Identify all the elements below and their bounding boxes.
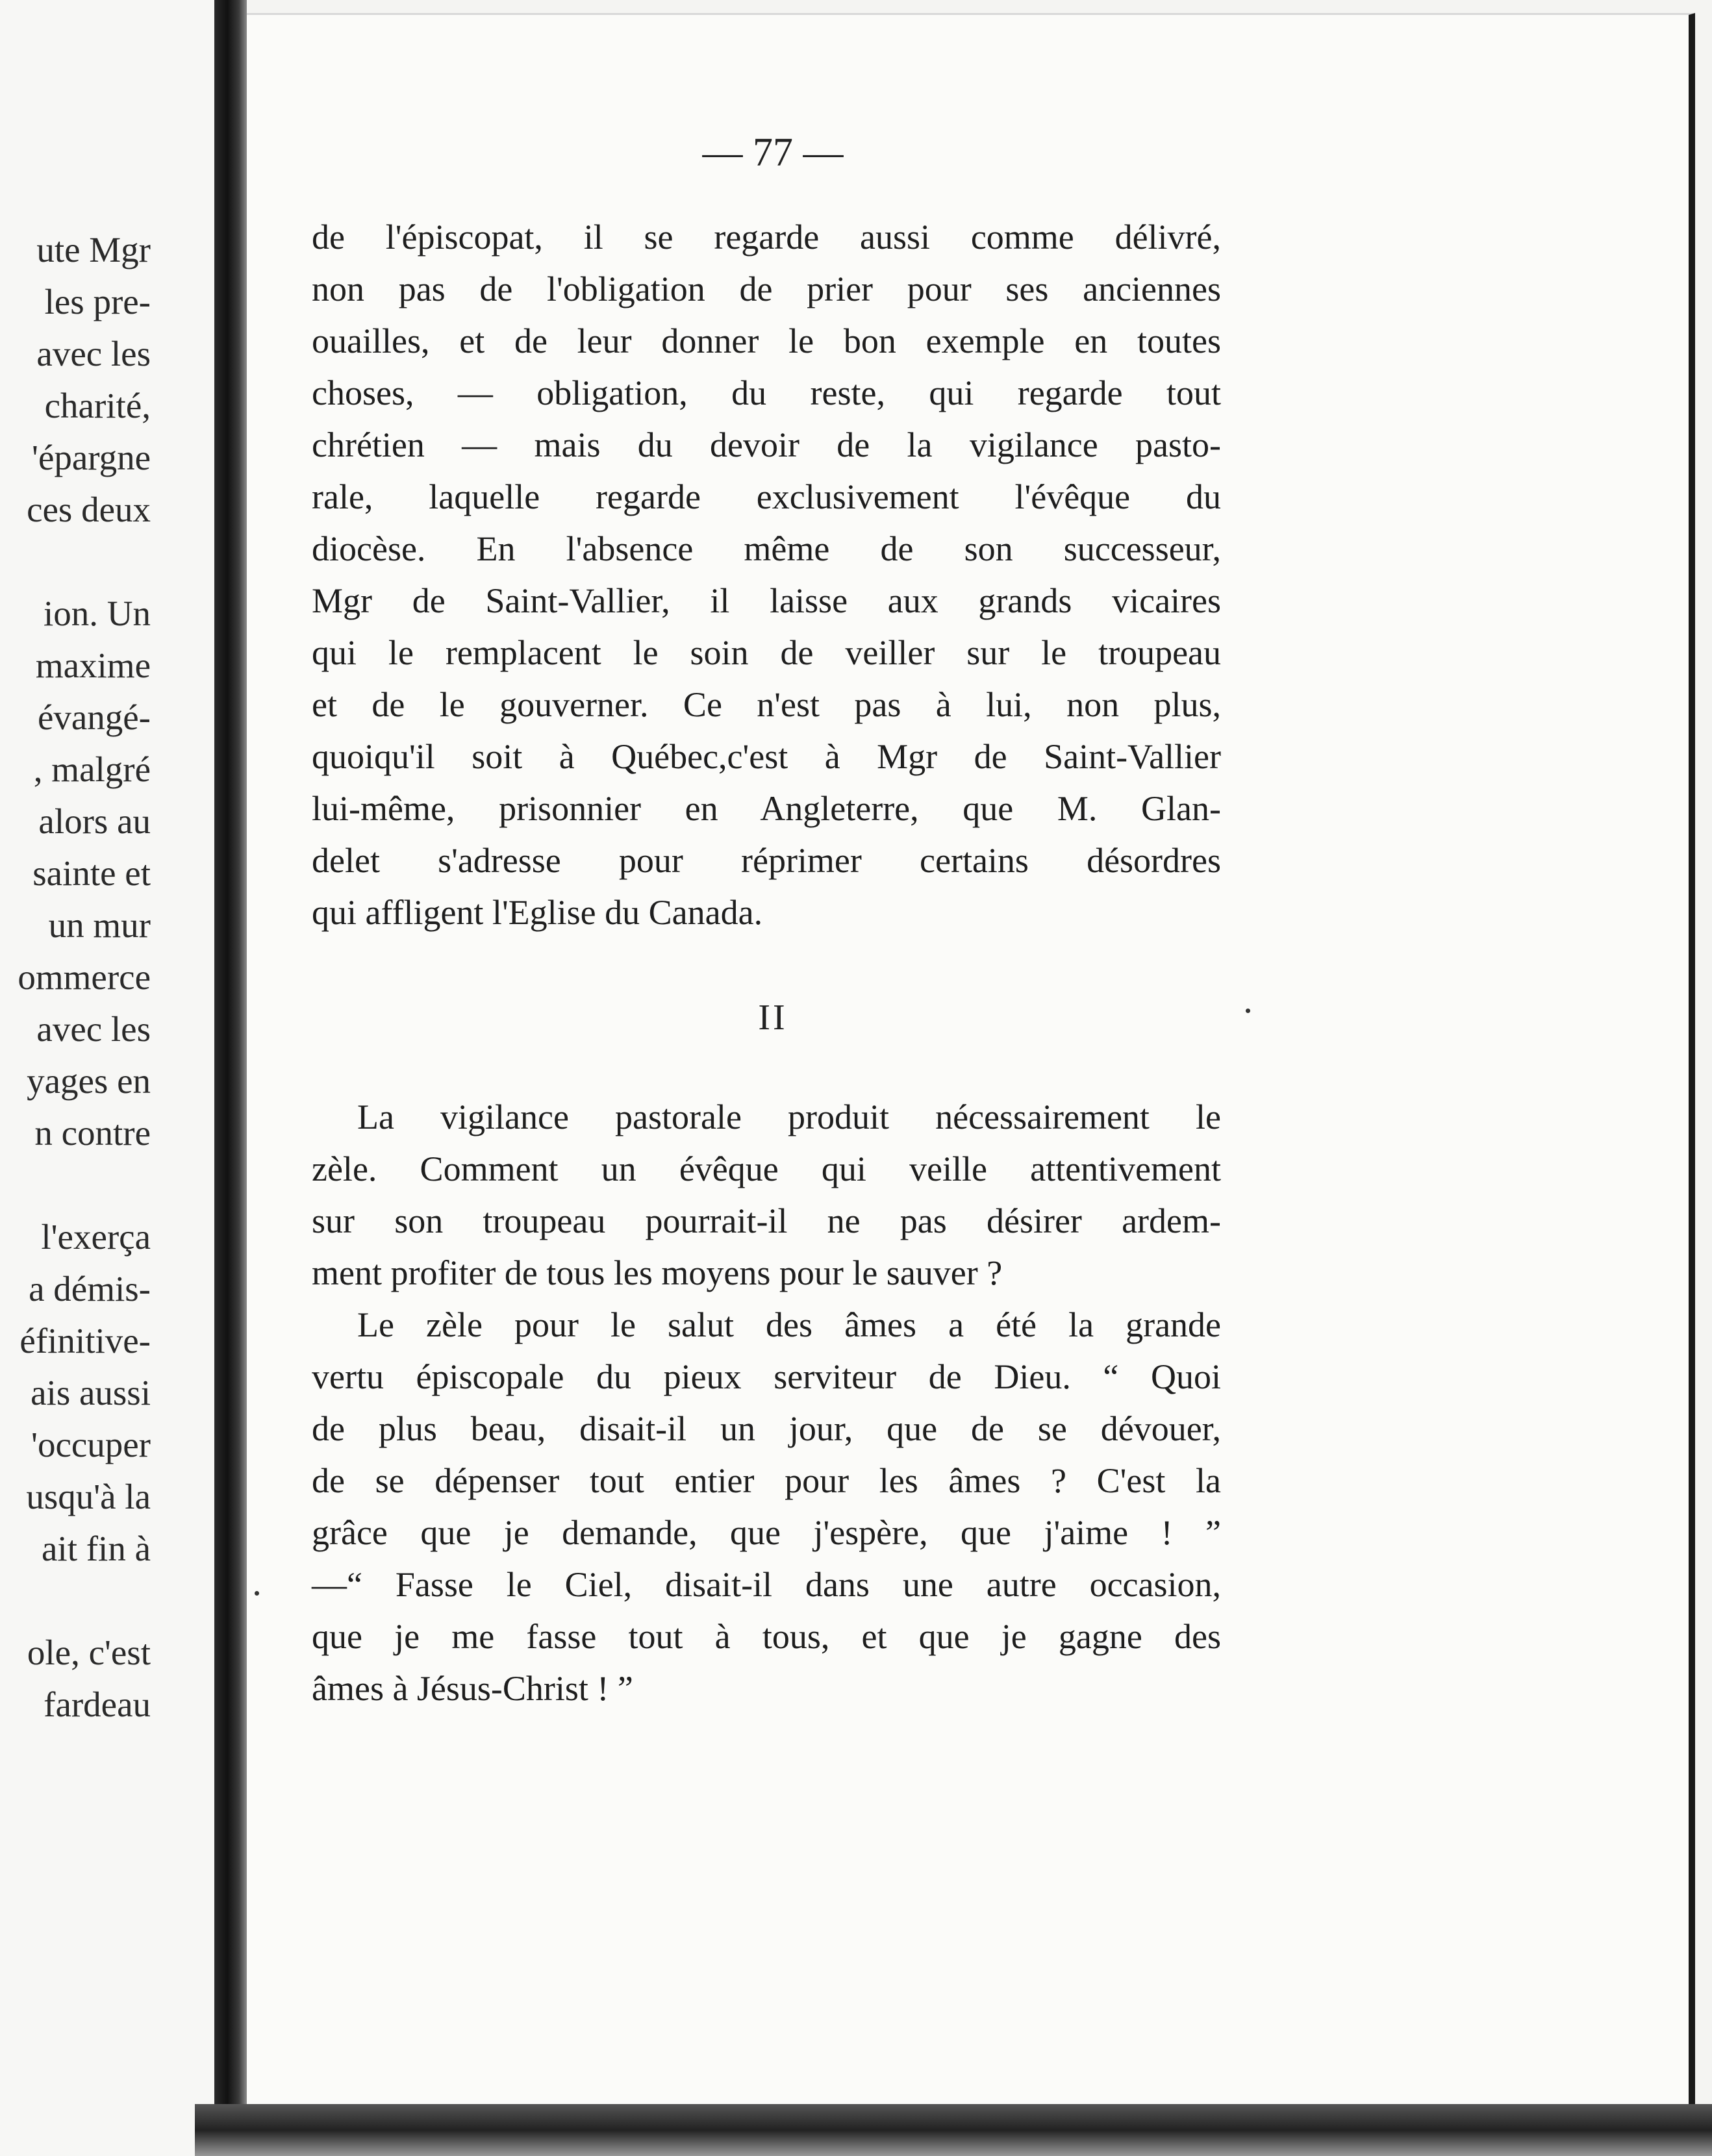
text-line: delet s'adresse pour réprimer certains désordres: [312, 841, 1221, 880]
text-line: et de le gouverner. Ce n'est pas à lui, non plus,: [312, 685, 1221, 724]
text-line: de se dépenser tout entier pour les âmes ? C'est la: [312, 1461, 1221, 1500]
text-line: grâce que je demande, que j'espère, que j'aime ! ”: [312, 1513, 1221, 1552]
book-binding-gutter: [214, 0, 247, 2156]
left-page-line: l'exerça: [41, 1217, 151, 1257]
left-page-line: un mur: [48, 905, 151, 945]
text-line: Le zèle pour le salut des âmes a été la grande: [357, 1305, 1221, 1344]
left-page-line: ole, c'est: [27, 1633, 151, 1672]
text-line: —“ Fasse le Ciel, disait-il dans une autre occasion,: [312, 1565, 1221, 1604]
text-line: âmes à Jésus-Christ ! ”: [312, 1669, 633, 1708]
left-page-line: évangé-: [37, 697, 151, 737]
text-line: de l'épiscopat, il se regarde aussi comme délivré,: [312, 218, 1221, 257]
left-page-line: ute Mgr: [36, 230, 151, 270]
left-page-line: charité,: [44, 386, 151, 425]
text-line: de plus beau, disait-il un jour, que de se dévouer,: [312, 1409, 1221, 1448]
text-line: choses, — obligation, du reste, qui regarde tout: [312, 373, 1221, 412]
text-line: ouailles, et de leur donner le bon exemple en toutes: [312, 321, 1221, 360]
text-line: quoiqu'il soit à Québec,c'est à Mgr de Saint-Vallier: [312, 737, 1221, 776]
left-page-line: ait fin à: [42, 1529, 151, 1568]
left-page-line: ommerce: [18, 957, 151, 997]
paragraph-1: [312, 211, 1221, 938]
left-page-line: ais aussi: [31, 1373, 151, 1412]
left-page-line: , malgré: [33, 749, 151, 789]
text-line: rale, laquelle regarde exclusivement l'évêque du: [312, 477, 1221, 516]
left-facing-page: [0, 0, 214, 2156]
text-line: non pas de l'obligation de prier pour ses anciennes: [312, 270, 1221, 308]
text-line: zèle. Comment un évêque qui veille attentivement: [312, 1149, 1221, 1188]
paragraph-2: [312, 1091, 1221, 1299]
left-page-line: alors au: [38, 801, 151, 841]
scan-speck: [255, 1591, 259, 1596]
left-page-line: 'épargne: [32, 438, 151, 477]
left-page-line: a démis-: [29, 1269, 151, 1309]
text-line: vertu épiscopale du pieux serviteur de Dieu. “ Quoi: [312, 1357, 1221, 1396]
paragraph-3: [312, 1299, 1221, 1714]
section-heading: II: [758, 997, 788, 1038]
text-line: lui-même, prisonnier en Angleterre, que M. Glan-: [312, 789, 1221, 828]
text-line: La vigilance pastorale produit nécessairement le: [357, 1097, 1221, 1136]
page-bottom-edge: [195, 2104, 1712, 2156]
text-line: ment profiter de tous les moyens pour le sauver ?: [312, 1253, 1003, 1292]
left-page-line: avec les: [36, 334, 151, 373]
scan-speck: [1246, 1009, 1250, 1013]
left-page-line: yages en: [27, 1061, 151, 1101]
text-line: sur son troupeau pourrait-il ne pas désirer ardem-: [312, 1201, 1221, 1240]
text-line: qui le remplacent le soin de veiller sur le troupeau: [312, 633, 1221, 672]
text-line: qui affligent l'Eglise du Canada.: [312, 893, 763, 932]
left-page-line: ces deux: [27, 490, 151, 529]
left-page-line: ion. Un: [44, 594, 151, 633]
text-line: chrétien — mais du devoir de la vigilance pasto-: [312, 425, 1221, 464]
left-page-line: fardeau: [44, 1685, 151, 1724]
left-page-line: n contre: [34, 1113, 151, 1153]
left-page-line: les pre-: [44, 282, 151, 321]
text-line: que je me fasse tout à tous, et que je gagne des: [312, 1617, 1221, 1656]
left-page-line: sainte et: [32, 853, 151, 893]
left-page-line: usqu'à la: [26, 1477, 151, 1516]
left-page-line: avec les: [36, 1009, 151, 1049]
left-page-line: 'occuper: [31, 1425, 151, 1464]
left-page-line: maxime: [35, 646, 151, 685]
text-line: Mgr de Saint-Vallier, il laisse aux grands vicaires: [312, 581, 1221, 620]
left-page-line: éfinitive-: [19, 1321, 151, 1360]
text-line: diocèse. En l'absence même de son successeur,: [312, 529, 1221, 568]
page-number: — 77 —: [702, 131, 844, 175]
